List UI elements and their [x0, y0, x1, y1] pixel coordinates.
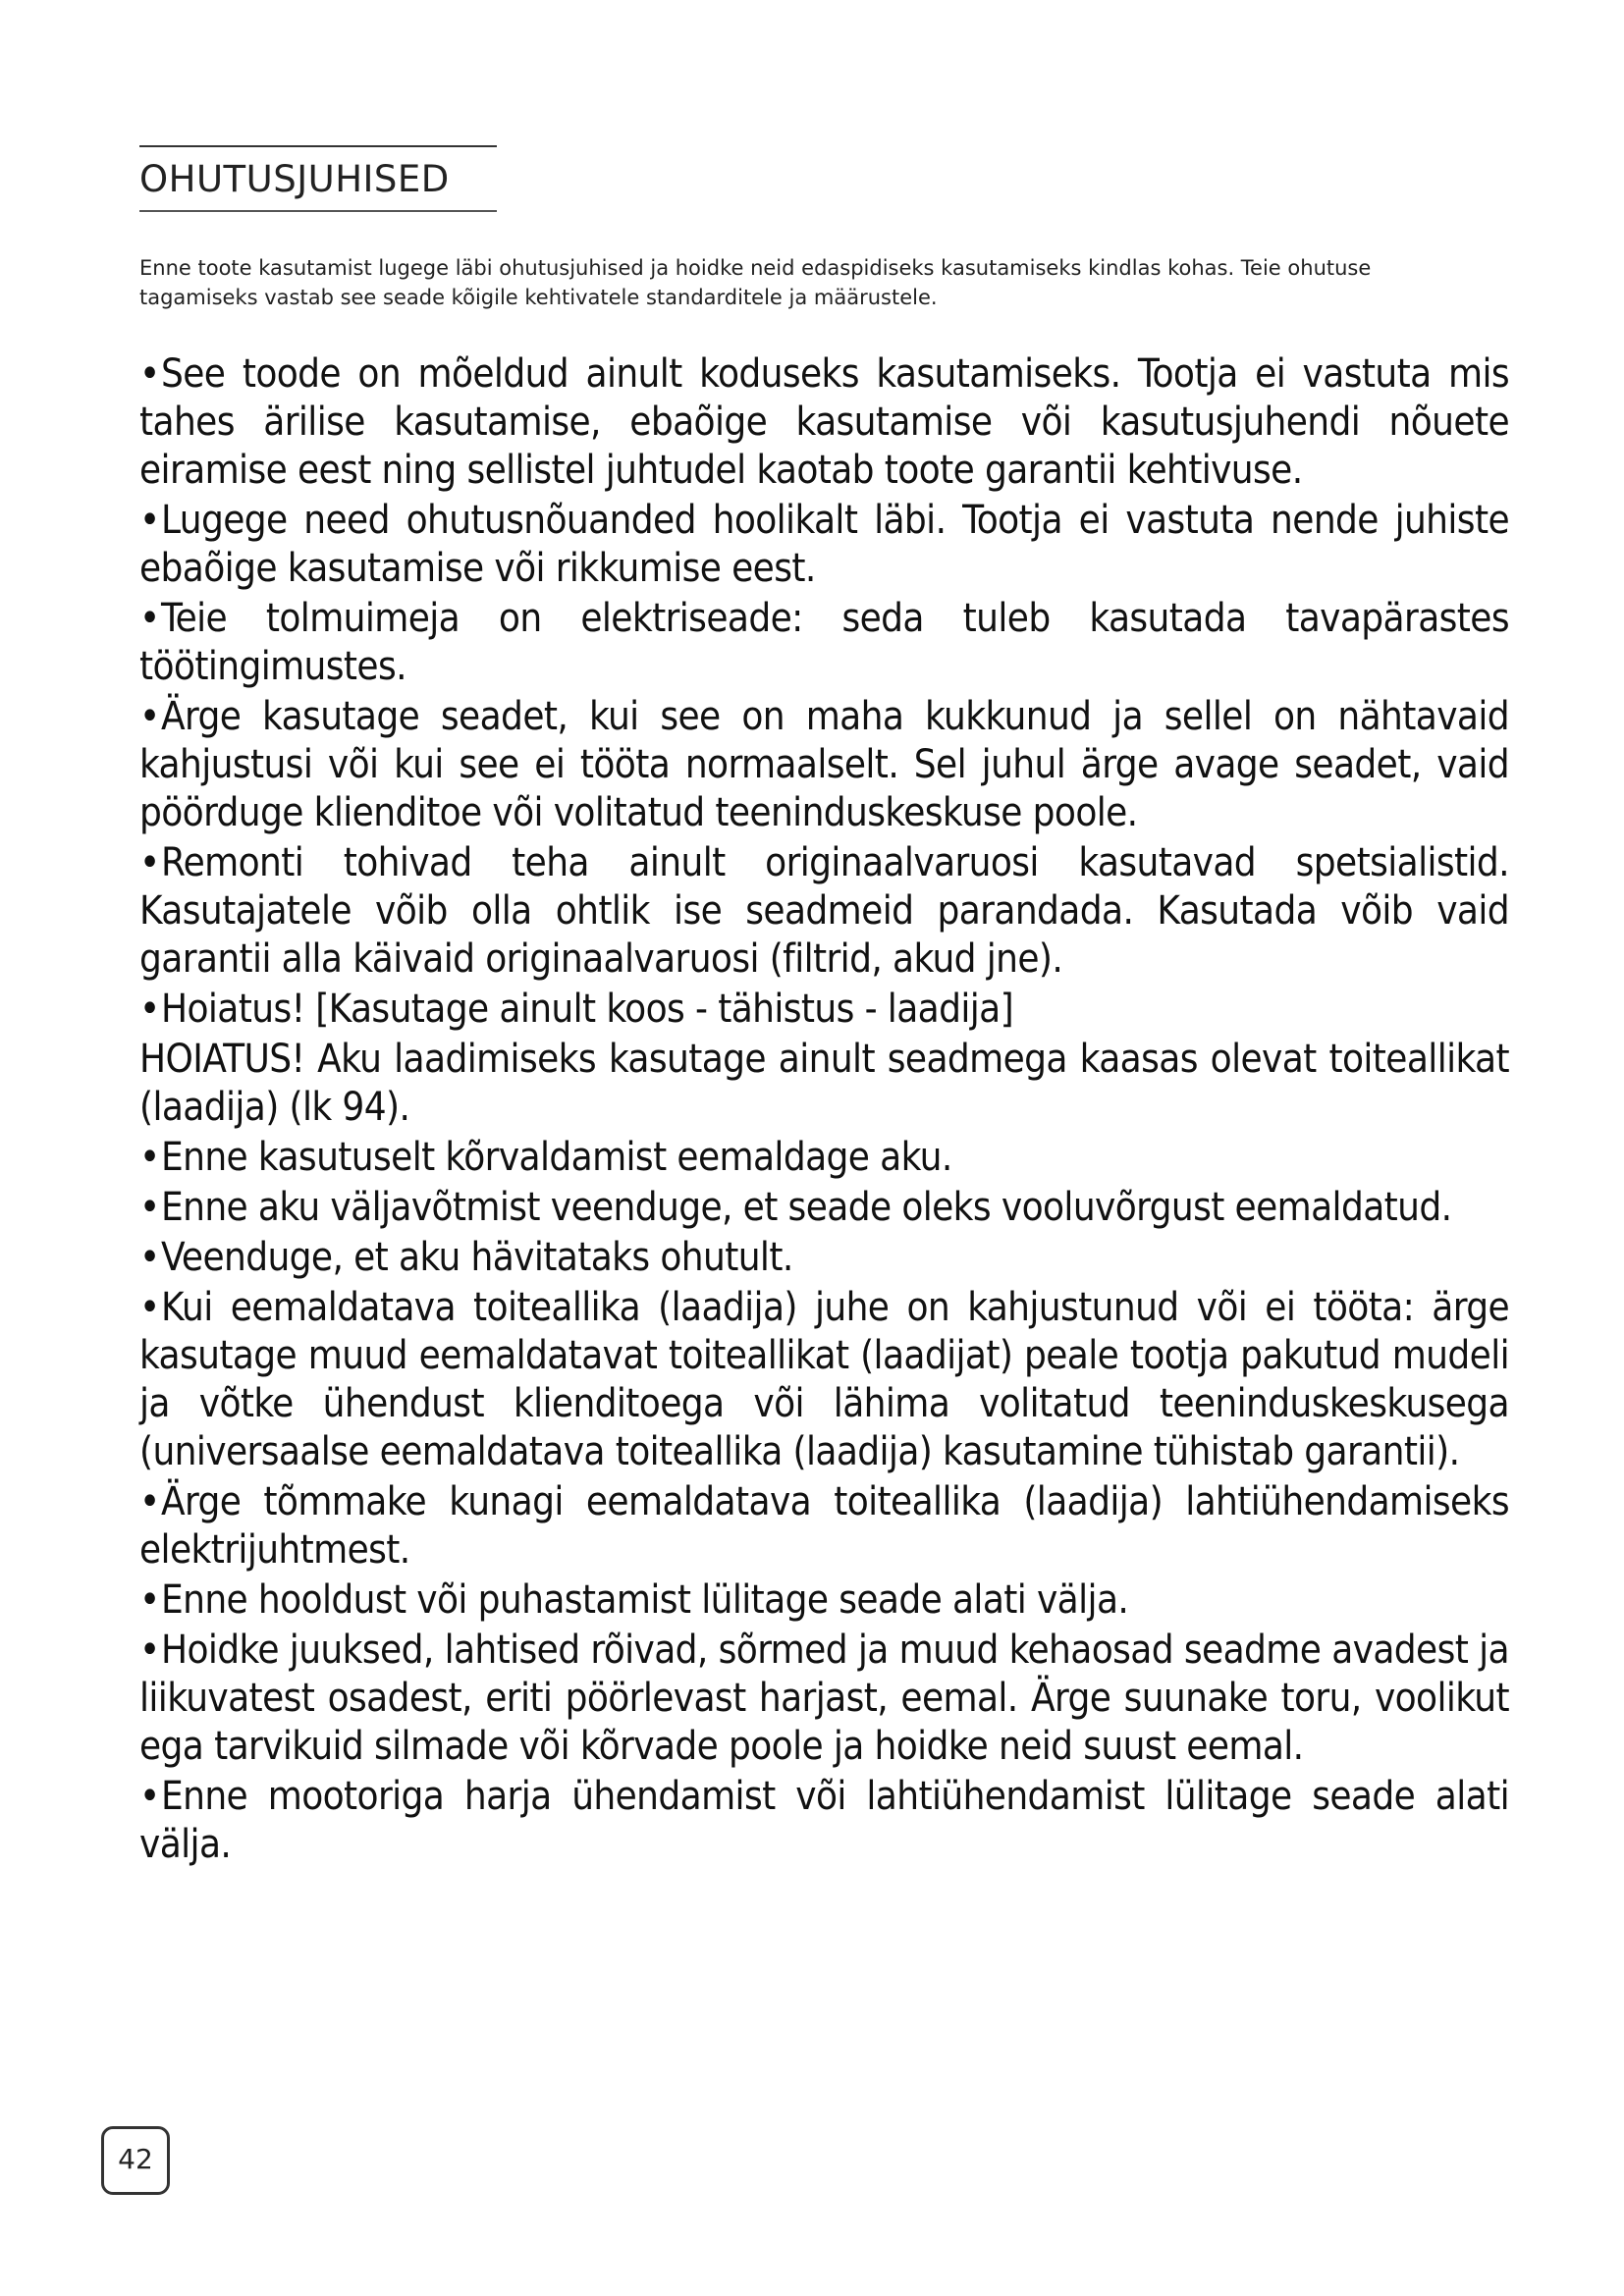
safety-item [139, 595, 1509, 691]
bullet-icon: • [139, 694, 160, 739]
safety-item [139, 1478, 1509, 1575]
title-rule-top [139, 145, 497, 147]
safety-item-text: See toode on mõeldud ainult koduseks kasutamiseks. Tootja ei vastuta mis tahes ärilise kasutamise, ebaõige kasutamise või kasutusjuhendi nõuete eiramise eest ning sellistel juhtudel kaotab toote garantii kehtivuse. [139, 351, 1509, 493]
intro-paragraph: Enne toote kasutamist lugege läbi ohutusjuhised ja hoidke neid edaspidiseks kasutamiseks kindlas kohas. Teie ohutuse tagamiseks vastab see seade kõigile kehtivatele standarditele ja määrustele. [139, 256, 1372, 309]
bullet-icon: • [139, 1774, 160, 1819]
title-block [139, 145, 497, 212]
safety-item-text: Enne aku väljavõtmist veenduge, et seade oleks vooluvõrgust eemaldatud. [161, 1185, 1452, 1230]
safety-item [139, 1627, 1509, 1771]
safety-item [139, 839, 1509, 984]
safety-item [139, 1576, 1509, 1625]
safety-item [139, 350, 1509, 495]
page-title: OHUTUSJUHISED [139, 158, 450, 200]
safety-item-text: Enne mootoriga harja ühendamist või lahtiühendamist lülitage seade alati välja. [139, 1774, 1509, 1867]
safety-item [139, 1036, 1509, 1132]
safety-item-text: Hoidke juuksed, lahtised rõivad, sõrmed ja muud kehaosad seadme avadest ja liikuvatest osadest, eriti pöörlevast harjast, eemal. Ärge suunake toru, voolikut ega tarvikuid silmade või kõrvade poole ja hoidke neid suust eemal. [139, 1628, 1509, 1769]
bullet-icon: • [139, 1628, 160, 1673]
bullet-icon: • [139, 1285, 160, 1330]
safety-item-text: Lugege need ohutusnõuanded hoolikalt läbi. Tootja ei vastuta nende juhiste ebaõige kasutamise või rikkumise eest. [139, 498, 1509, 591]
bullet-icon: • [139, 1577, 160, 1623]
bullet-icon: • [139, 1185, 160, 1230]
safety-item [139, 693, 1509, 837]
safety-item-text: Ärge tõmmake kunagi eemaldatava toiteallika (laadija) lahtiühendamiseks elektrijuhtmest. [139, 1479, 1509, 1573]
safety-item [139, 497, 1509, 593]
bullet-icon: • [139, 987, 160, 1032]
safety-item-text: Remonti tohivad teha ainult originaalvaruosi kasutavad spetsialistid. Kasutajatele võib olla ohtlik ise seadmeid parandada. Kasutada võib vaid garantii alla käivaid originaalvaruosi (filtrid, akud jne). [139, 840, 1509, 982]
title-rule-bottom [139, 210, 497, 212]
safety-item [139, 1134, 1509, 1182]
safety-item-text: Enne kasutuselt kõrvaldamist eemaldage aku. [161, 1135, 952, 1180]
bullet-icon: • [139, 351, 160, 397]
bullet-icon: • [139, 1235, 160, 1280]
safety-item [139, 1234, 1509, 1282]
page-number: 42 [101, 2126, 170, 2195]
safety-list [139, 350, 1509, 1871]
bullet-icon: • [139, 840, 160, 885]
safety-item [139, 986, 1509, 1034]
bullet-icon: • [139, 1479, 160, 1524]
safety-item-text: Enne hooldust või puhastamist lülitage seade alati välja. [161, 1577, 1129, 1623]
bullet-icon: • [139, 498, 160, 543]
bullet-icon: • [139, 1135, 160, 1180]
safety-item [139, 1184, 1509, 1232]
safety-item-text: Kui eemaldatava toiteallika (laadija) juhe on kahjustunud või ei tööta: ärge kasutage muud eemaldatavat toiteallikat (laadijat) peale tootja pakutud mudeli ja võtke ühendust klienditoega või lähima volitatud teeninduskeskusega (universaalse eemaldatava toiteallika (laadija) kasutamine tühistab garantii). [139, 1285, 1509, 1474]
safety-item-text: Teie tolmuimeja on elektriseade: seda tuleb kasutada tavapärastes töötingimustes. [139, 596, 1509, 689]
safety-item-text: Ärge kasutage seadet, kui see on maha kukkunud ja sellel on nähtavaid kahjustusi või kui see ei tööta normaalselt. Sel juhul ärge avage seadet, vaid pöörduge klienditoe või volitatud teeninduskeskuse poole. [139, 694, 1509, 835]
safety-item-text: Hoiatus! [Kasutage ainult koos - tähistus - laadija] [161, 987, 1014, 1032]
safety-item-text: HOIATUS! Aku laadimiseks kasutage ainult seadmega kaasas olevat toiteallikat (laadija) (lk 94). [139, 1037, 1509, 1130]
safety-item [139, 1773, 1509, 1869]
safety-item-text: Veenduge, et aku hävitataks ohutult. [161, 1235, 793, 1280]
safety-item [139, 1284, 1509, 1476]
bullet-icon: • [139, 596, 160, 641]
